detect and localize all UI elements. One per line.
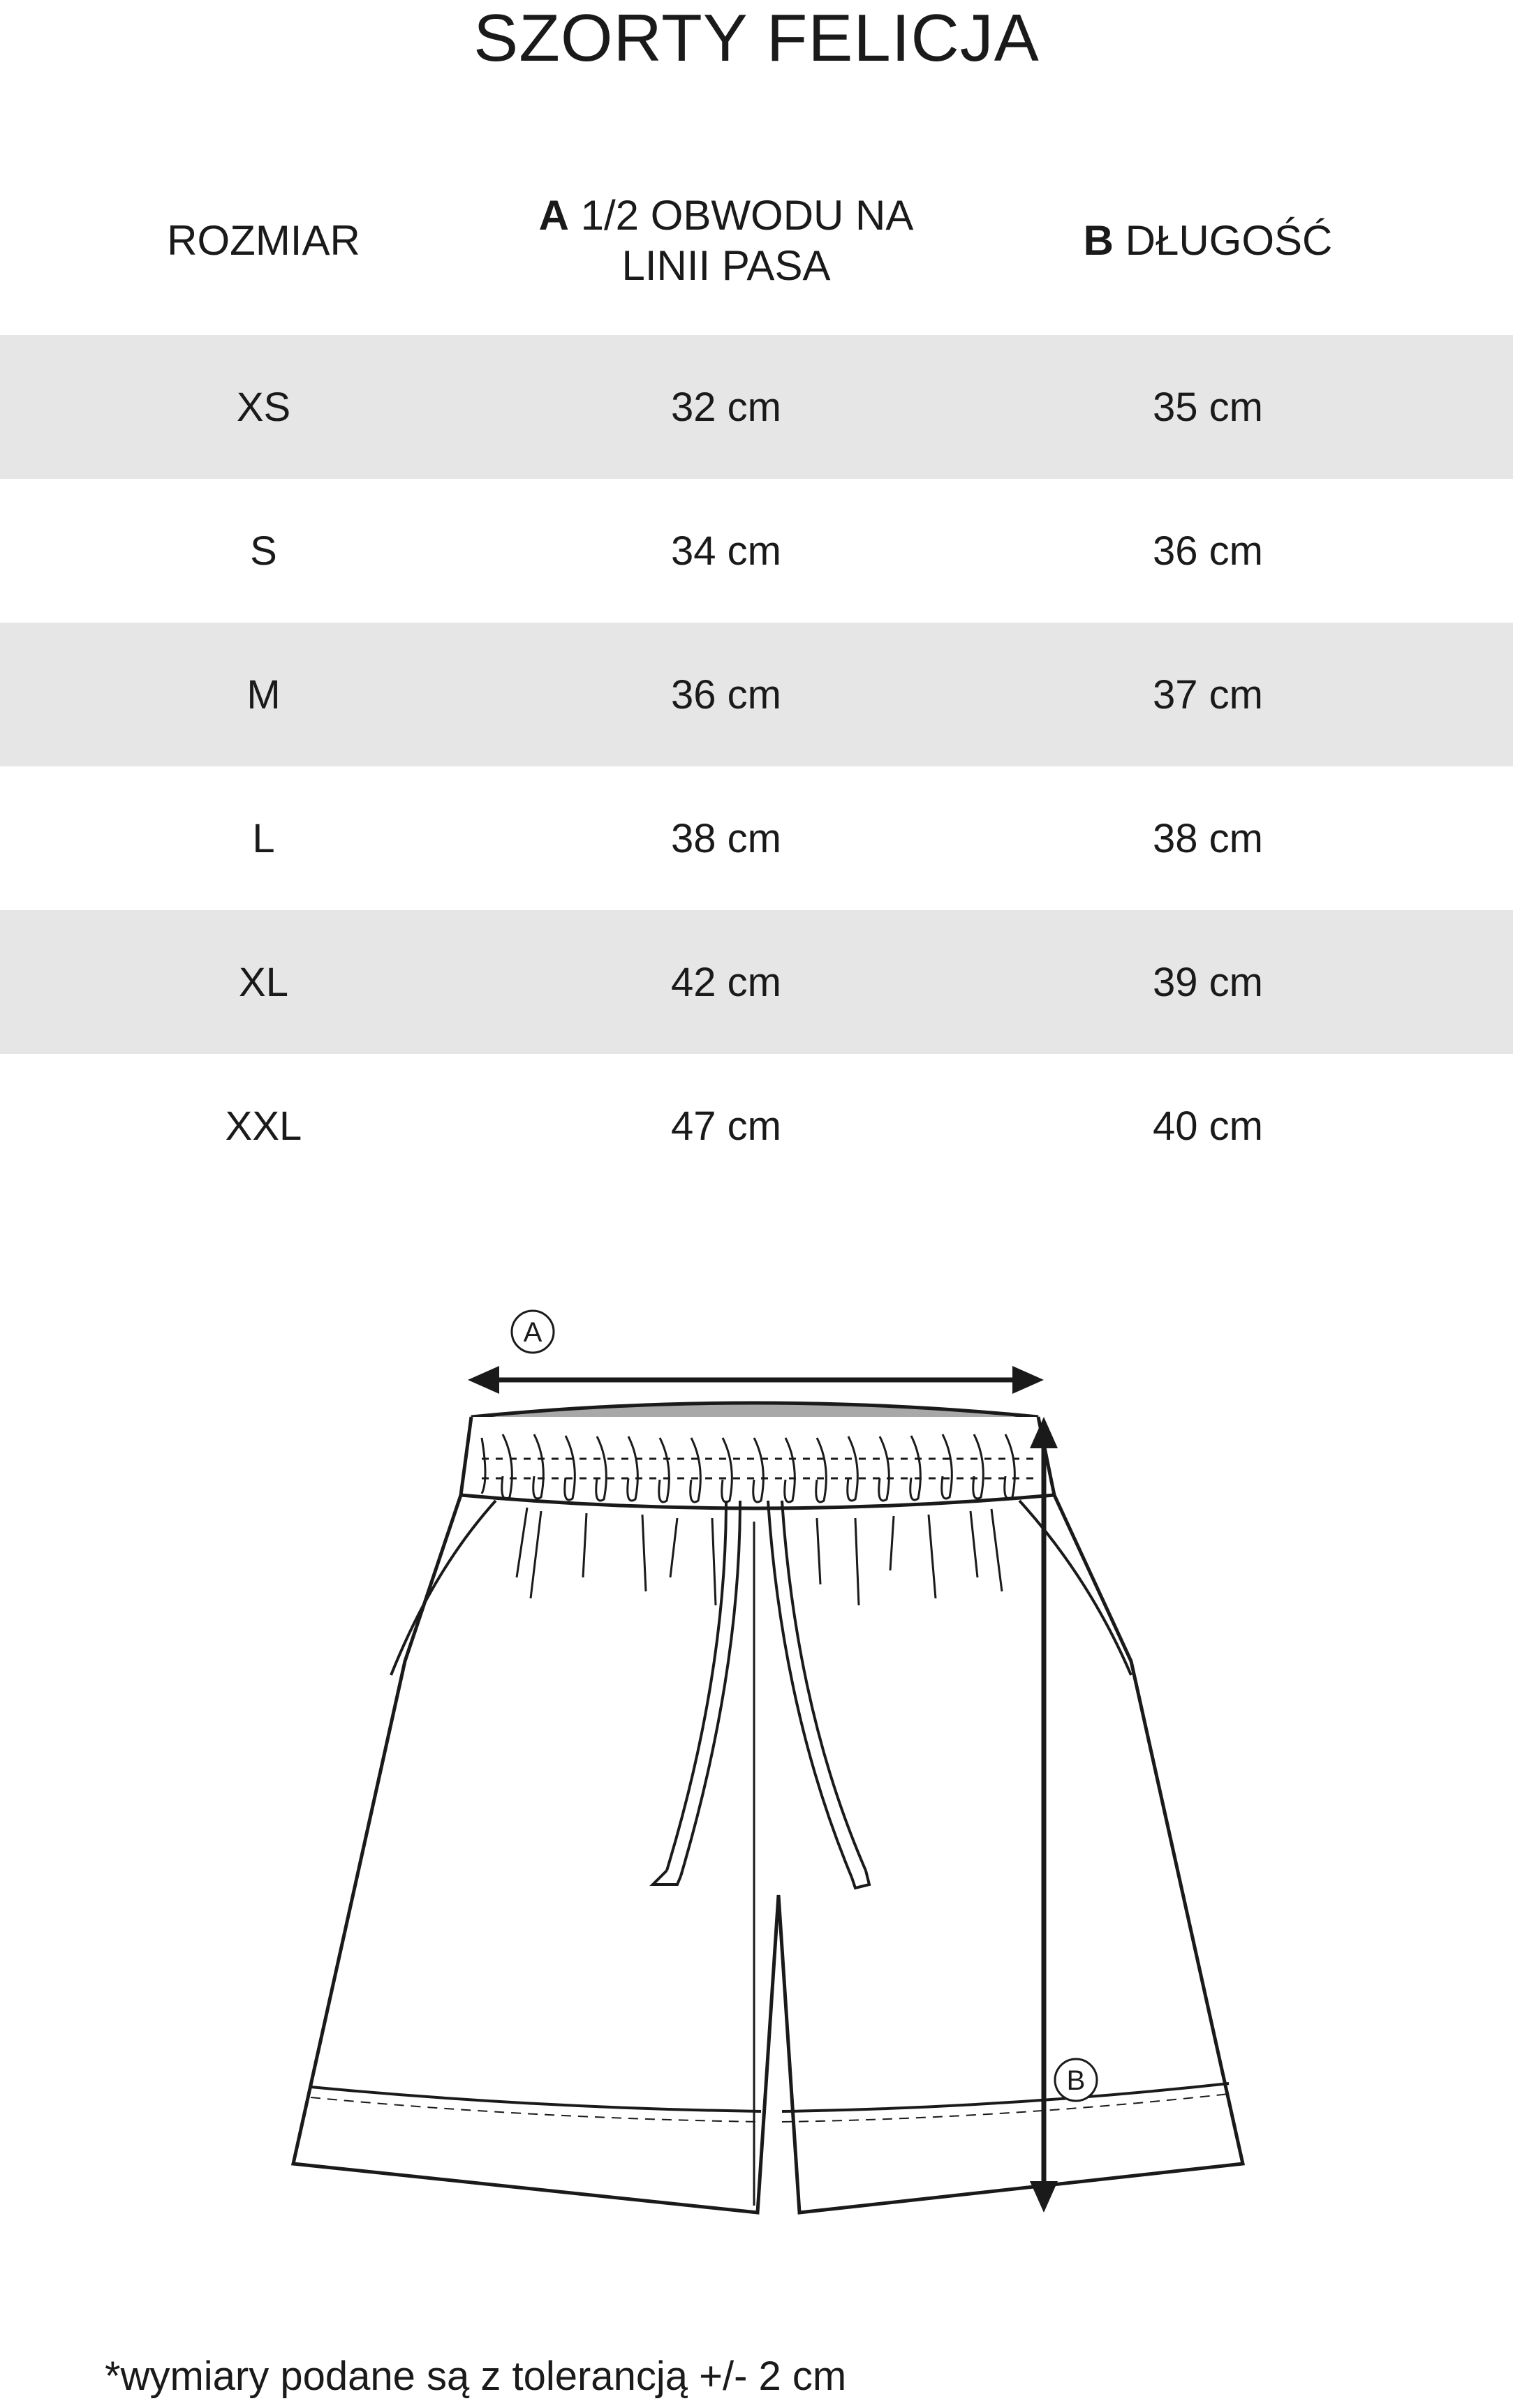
pocket-right (1019, 1501, 1131, 1675)
table-row (0, 1054, 1513, 1198)
waist-cell: 32 cm (671, 384, 781, 430)
label-b-text: B (1066, 2065, 1086, 2096)
header-size: ROZMIAR (167, 217, 360, 264)
measure-b-arrow (1030, 1417, 1058, 2213)
waist-cell: 47 cm (671, 1103, 781, 1149)
label-a-text: A (523, 1317, 543, 1348)
length-cell: 39 cm (1153, 959, 1263, 1005)
table-row (0, 335, 1513, 479)
header-b-text: DŁUGOŚĆ (1125, 217, 1333, 264)
header-a-text: 1/2 OBWODU NA (580, 192, 914, 239)
length-cell: 40 cm (1153, 1103, 1263, 1149)
table-row (0, 623, 1513, 766)
header-a-text-line2: LINII PASA (621, 242, 831, 289)
size-cell: XXL (225, 1103, 302, 1149)
tolerance-footnote: *wymiary podane są z tolerancją +/- 2 cm (105, 2354, 847, 2399)
waist-cell: 42 cm (671, 959, 781, 1005)
drawstrings (653, 1501, 869, 1888)
size-table (0, 335, 1513, 1198)
shorts-drawing (0, 1284, 1513, 2261)
fabric-folds (517, 1508, 1002, 2206)
header-length (977, 171, 1438, 311)
waist-cell: 36 cm (671, 671, 781, 718)
header-a-letter: A (538, 192, 569, 239)
table-row (0, 910, 1513, 1054)
header-b-letter: B (1083, 217, 1114, 264)
label-a-badge (512, 1311, 554, 1353)
length-cell: 38 cm (1153, 815, 1263, 861)
length-cell: 37 cm (1153, 671, 1263, 718)
size-cell: M (246, 671, 281, 718)
waistband (461, 1417, 1054, 1508)
length-cell: 36 cm (1153, 528, 1263, 574)
header-waist (513, 171, 939, 311)
waist-cell: 38 cm (671, 815, 781, 861)
measure-a-arrow (468, 1366, 1044, 1394)
size-cell: XS (236, 384, 291, 430)
label-b-badge (1055, 2059, 1097, 2101)
page-title: SZORTY FELICJA (473, 1, 1040, 75)
size-cell: L (252, 815, 275, 861)
shorts-outline (293, 1495, 1243, 2213)
size-cell: XL (239, 959, 288, 1005)
table-header (0, 171, 1513, 311)
shorts-diagram (0, 1284, 1513, 2261)
size-cell: S (250, 528, 277, 574)
length-cell: 35 cm (1153, 384, 1263, 430)
table-row (0, 479, 1513, 623)
pocket-left (391, 1501, 496, 1675)
waist-cell: 34 cm (671, 528, 781, 574)
table-row (0, 766, 1513, 910)
